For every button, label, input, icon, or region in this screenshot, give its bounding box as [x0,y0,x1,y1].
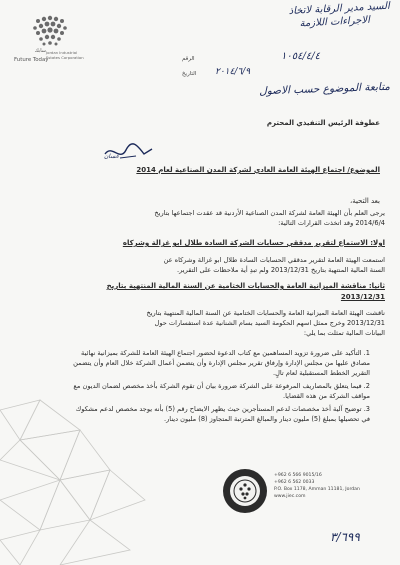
signature-initials: غسان [104,153,119,160]
list-item: 1. التأكيد على ضرورة تزويد المساهمين مع كتاب الدعوة لحضور اجتماع الهيئة العامة للشركة بميزانية نهائية مصادق عليها من مجلس الإدارة وإرفاق تقرير مجلس الإدارة وأن يتضمن أعمال الشركة خلال العام وأن يتضمن التقرير الخطط المستقبلية لعام تالٍ. [73,349,370,377]
logo-company-name: Jordan Industrial Estates Corporation [46,50,84,60]
footer-pattern [0,390,150,565]
company-logo [16,12,84,70]
footer-pobox: P.O. Box 1178, Amman 11181, Jordan [274,487,360,492]
footer-contacts [274,472,394,500]
footer-fax: +962 6 562 0033 [274,480,315,485]
intro-paragraph [70,208,385,228]
section-2-line: البيانات المالية تمثلت بما يلي: [303,329,385,337]
section-2-line: ناقشت الهيئة العامة الميزانية العامة والحسابات الختامية عن السنة المالية المنتهية بتاريخ [146,309,385,317]
triangle-pattern-icon [0,390,150,565]
section-1-line: السنة المالية المنتهية بتاريخ 2013/12/31 ولم تبدِ أية ملاحظات على التقرير. [177,266,385,274]
subject-line: الموضوع/ اجتماع الهيئة العامة العادي لشركة المدن الصناعية لعام 2014 [136,166,380,174]
addressee: عطوفة الرئيس التنفيذي المحترم [266,119,380,127]
logo-arabic-text: سابك [34,48,46,54]
section-2-text [70,308,385,338]
greeting: بعد التحية، [349,197,380,205]
ref-number: ١٠٥٤/٤/٤ [281,51,320,62]
section-1-line: استمعت الهيئة العامة لتقرير مدققي الحسابات السادة طلال ابو غزالة وشركاه عن [163,256,385,264]
ref-label: الرقم [182,56,195,62]
ref-number-row [182,51,390,67]
handwritten-note [150,0,391,32]
section-1-text [70,255,385,275]
logo-tagline: Future Today [14,57,49,63]
date-value: ٢٠١٤/٦/٩ [215,67,251,77]
section-1-title: اولا: الاستماع لتقرير مدققي حسابات الشركة السادة طلال ابو غزالة وشركاه [122,239,385,247]
organization-seal [222,468,268,514]
handwritten-page-number: ٣/٦٩٩ [330,530,360,544]
initials-signature [100,140,160,166]
handwritten-note-line: السيد مدير الرقابة لاتخاذ [288,0,391,18]
section-2-line: 2013/12/31 وخرج ممثل اسهم الحكومة السيد بسام الشنانية عدة استفسارات حول [154,319,385,327]
section-2-title: ثانيا: مناقشة الميزانية العامة والحسابات الختامية عن السنة المالية المنتهية بتاريخ 2013/12/31 [106,282,385,301]
intro-line: 2014/6/4 وقد اتخذت القرارات التالية: [278,219,385,227]
list-item: 2. فيما يتعلق بالمصاريف المرفوعة على الشركة ضرورة بيان أن تقوم الشركة بأخذ مخصص لضمان الديون مع مواقف الشركة من هذه القضايا. [73,382,370,400]
intro-line: يرجى العلم بأن الهيئة العامة لشركة المدن الصناعية الأردنية قد عقدت اجتماعها بتاريخ [154,209,385,217]
handwritten-note-line: الاجراءات اللازمة [299,14,371,30]
footer-web: www.jiec.com [274,494,306,499]
date-row [182,67,390,82]
seal-emblem-icon [222,468,268,514]
handwritten-instruction: متابعة الموضوع حسب الاصول [258,80,391,98]
footer-phone: +962 6 566 9015/16 [274,473,322,478]
list-item: 3. توضيح آلية أخذ مخصصات لدعم المستأجرين حيث يظهر الايضاح رقم (5) بأنه يوجد مخصص لدعم مشكوك في تحصيلها بمبلغ (5) مليون دينار والمبالغ المترتبة المتجاوز (8) مليون دينار. [75,405,370,423]
date-label: التاريخ [182,71,197,77]
